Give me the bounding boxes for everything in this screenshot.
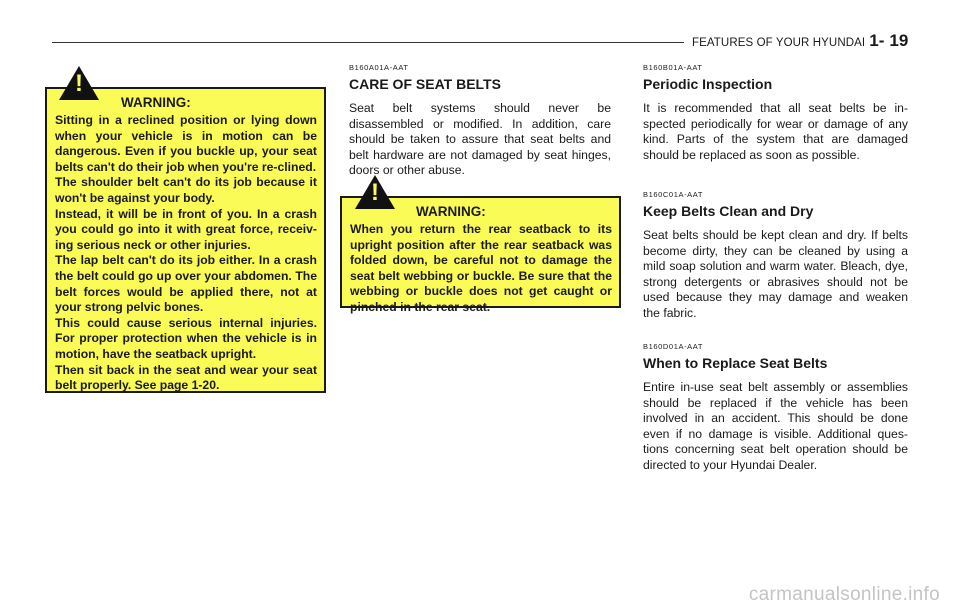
section-title: When to Replace Seat Belts bbox=[643, 355, 828, 371]
section-body: Seat belt systems should never be disassembled or modified. In addition, care should be taken to assure that seat belts and belt hardware are not damaged by seat hinges, doors or other abuse. bbox=[349, 101, 611, 178]
warning-triangle-icon: ! bbox=[355, 175, 395, 209]
header-title: FEATURES OF YOUR HYUNDAI bbox=[692, 37, 866, 49]
warning-heading: WARNING: bbox=[416, 204, 486, 219]
section-title: Keep Belts Clean and Dry bbox=[643, 203, 814, 219]
warning-triangle-icon: ! bbox=[59, 66, 99, 100]
section-body: Seat belts should be kept clean and dry. If belts become dirty, they can be cleaned by using a mild soap solution and warm water. Bleach, dye, strong detergents or abrasives should not be used because they may damage and weaken the fabric. bbox=[643, 228, 908, 320]
section-when-to-replace bbox=[643, 342, 908, 474]
section-body: It is recommended that all seat belts be in-spected periodically for wear or damage of any kind. Parts of the system that are damaged should be replaced as soon as possible. bbox=[643, 101, 908, 162]
warning-box-rear-seatback bbox=[340, 196, 621, 314]
warning-text: Sitting in a reclined position or lying down when your vehicle is in motion can be dangerous. Even if you buckle up, your seat belts can't do their job when you're re-clined. The shoulder belt can't do its job because it won't be against your body. Instead, it will be in front of you. In a crash you could go into it with great force, receiv-ing serious neck or other injuries. The lap belt can't do its job either. In a crash the belt could go up over your abdomen. The belt forces would be applied there, not at your strong pelvic bones. This could cause serious internal injuries. For proper protection when the vehicle is in motion, have the seatback upright. Then sit back in the seat and wear your seat belt properly. See page 1-20. bbox=[55, 113, 317, 393]
page-number: 1- 19 bbox=[869, 31, 909, 50]
section-periodic-inspection bbox=[643, 63, 908, 163]
header-rule bbox=[52, 42, 684, 43]
section-body: Entire in-use seat belt assembly or assemblies should be replaced if the vehicle has been involved in an accident. This should be done even if no damage is visible. Additional ques-tions concerning seat belt operation should be directed to your Hyundai Dealer. bbox=[643, 380, 908, 472]
section-code: B160D01A-AAT bbox=[643, 342, 704, 351]
section-code: B160A01A-AAT bbox=[349, 63, 409, 72]
watermark: carmanualsonline.info bbox=[748, 584, 940, 605]
section-code: B160B01A-AAT bbox=[643, 63, 703, 72]
warning-heading: WARNING: bbox=[121, 95, 191, 110]
page-header bbox=[692, 31, 908, 51]
section-keep-belts-clean bbox=[643, 190, 908, 322]
warning-box-reclined-seat bbox=[45, 87, 326, 393]
section-code: B160C01A-AAT bbox=[643, 190, 704, 199]
section-care-of-seat-belts bbox=[349, 63, 611, 179]
warning-text: When you return the rear seatback to its upright position after the rear seatback was folded down, be careful not to damage the seat belt webbing or buckle. Be sure that the webbing or buckle does not get caught or pinched in the rear seat. bbox=[350, 222, 612, 314]
section-title: CARE OF SEAT BELTS bbox=[349, 76, 501, 92]
section-title: Periodic Inspection bbox=[643, 76, 773, 92]
